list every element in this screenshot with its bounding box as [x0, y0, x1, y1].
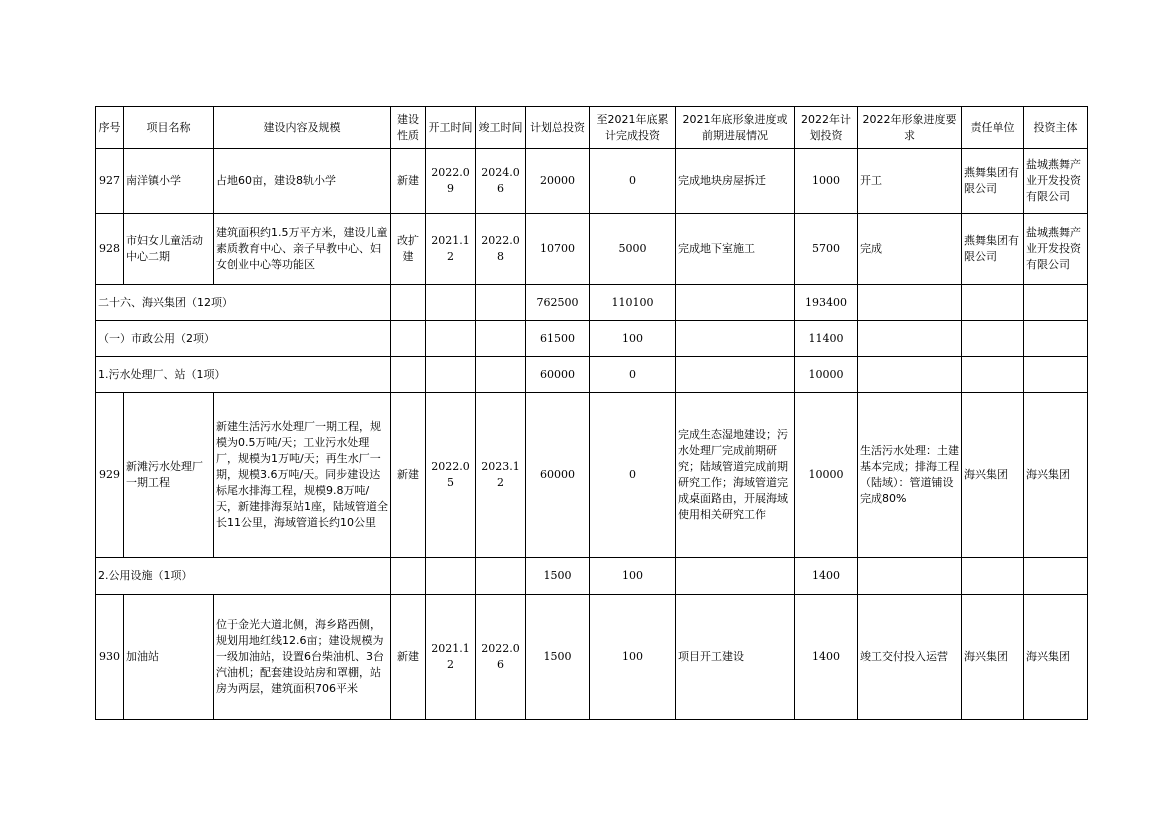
row-nature: 新建	[391, 149, 426, 214]
row-nature: 新建	[391, 393, 426, 558]
row-name: 市妇女儿童活动中心二期	[124, 214, 214, 285]
row-plan: 20000	[526, 149, 590, 214]
empty-cell	[1024, 357, 1088, 393]
empty-cell	[476, 558, 526, 595]
row-end: 2022.08	[476, 214, 526, 285]
row-responsible: 海兴集团	[962, 393, 1024, 558]
table-row	[96, 214, 1088, 285]
row-seq: 928	[96, 214, 124, 285]
row-plan-2022: 10000	[795, 393, 858, 558]
category-row	[96, 357, 1088, 393]
row-requirement-2022: 竣工交付投入运营	[858, 595, 962, 720]
row-content: 占地60亩，建设8轨小学	[214, 149, 391, 214]
section-row	[96, 285, 1088, 321]
empty-cell	[391, 321, 426, 357]
row-nature: 改扩建	[391, 214, 426, 285]
empty-cell	[476, 357, 526, 393]
header-name: 项目名称	[124, 107, 214, 149]
empty-cell	[676, 285, 795, 321]
empty-cell	[426, 285, 476, 321]
subsection-cumulative: 100	[590, 321, 676, 357]
row-requirement-2022: 开工	[858, 149, 962, 214]
investment-project-table	[95, 106, 1088, 720]
row-start: 2022.05	[426, 393, 476, 558]
row-responsible: 燕舞集团有限公司	[962, 214, 1024, 285]
row-progress-2021: 项目开工建设	[676, 595, 795, 720]
row-name: 加油站	[124, 595, 214, 720]
header-end: 竣工时间	[476, 107, 526, 149]
row-investor: 盐城燕舞产业开发投资有限公司	[1024, 214, 1088, 285]
empty-cell	[858, 321, 962, 357]
row-content: 位于金光大道北侧，海乡路西侧，规划用地红线12.6亩；建设规模为一级加油站，设置6台柴油机、3台汽油机；配套建设站房和罩棚，站房为两层，建筑面积706平米	[214, 595, 391, 720]
row-seq: 927	[96, 149, 124, 214]
section-label: 二十六、海兴集团（12项）	[96, 285, 391, 321]
category-row	[96, 558, 1088, 595]
category-label: 1.污水处理厂、站（1项）	[96, 357, 391, 393]
row-cumulative: 5000	[590, 214, 676, 285]
empty-cell	[426, 558, 476, 595]
row-progress-2021: 完成生态湿地建设；污水处理厂完成前期研究；陆域管道完成前期研究工作；海域管道完成桌面路由，开展海域使用相关研究工作	[676, 393, 795, 558]
empty-cell	[391, 558, 426, 595]
header-plan: 计划总投资	[526, 107, 590, 149]
empty-cell	[676, 558, 795, 595]
header-cumulative: 至2021年底累计完成投资	[590, 107, 676, 149]
empty-cell	[476, 285, 526, 321]
row-nature: 新建	[391, 595, 426, 720]
header-content: 建设内容及规模	[214, 107, 391, 149]
header-start: 开工时间	[426, 107, 476, 149]
category-plan: 1500	[526, 558, 590, 595]
section-cumulative: 110100	[590, 285, 676, 321]
empty-cell	[1024, 558, 1088, 595]
row-plan-2022: 5700	[795, 214, 858, 285]
row-plan: 1500	[526, 595, 590, 720]
empty-cell	[476, 321, 526, 357]
row-cumulative: 100	[590, 595, 676, 720]
row-investor: 海兴集团	[1024, 595, 1088, 720]
header-responsible: 责任单位	[962, 107, 1024, 149]
row-content: 建筑面积约1.5万平方米，建设儿童素质教育中心、亲子早教中心、妇女创业中心等功能区	[214, 214, 391, 285]
row-end: 2023.12	[476, 393, 526, 558]
row-responsible: 海兴集团	[962, 595, 1024, 720]
row-start: 2021.12	[426, 595, 476, 720]
subsection-plan: 61500	[526, 321, 590, 357]
category-cumulative: 0	[590, 357, 676, 393]
header-requirement-2022: 2022年形象进度要求	[858, 107, 962, 149]
row-plan: 10700	[526, 214, 590, 285]
row-investor: 盐城燕舞产业开发投资有限公司	[1024, 149, 1088, 214]
empty-cell	[1024, 321, 1088, 357]
header-progress-2021: 2021年底形象进度或前期进展情况	[676, 107, 795, 149]
category-plan: 60000	[526, 357, 590, 393]
header-row	[96, 107, 1088, 149]
row-end: 2022.06	[476, 595, 526, 720]
empty-cell	[962, 321, 1024, 357]
empty-cell	[1024, 285, 1088, 321]
category-plan-2022: 10000	[795, 357, 858, 393]
empty-cell	[858, 357, 962, 393]
row-seq: 930	[96, 595, 124, 720]
empty-cell	[426, 357, 476, 393]
row-plan-2022: 1000	[795, 149, 858, 214]
row-start: 2022.09	[426, 149, 476, 214]
row-progress-2021: 完成地下室施工	[676, 214, 795, 285]
subsection-label: （一）市政公用（2项）	[96, 321, 391, 357]
row-requirement-2022: 完成	[858, 214, 962, 285]
header-plan-2022: 2022年计划投资	[795, 107, 858, 149]
row-responsible: 燕舞集团有限公司	[962, 149, 1024, 214]
section-plan-2022: 193400	[795, 285, 858, 321]
row-seq: 929	[96, 393, 124, 558]
category-plan-2022: 1400	[795, 558, 858, 595]
category-label: 2.公用设施（1项）	[96, 558, 391, 595]
row-progress-2021: 完成地块房屋拆迁	[676, 149, 795, 214]
row-name: 新滩污水处理厂一期工程	[124, 393, 214, 558]
empty-cell	[858, 558, 962, 595]
subsection-plan-2022: 11400	[795, 321, 858, 357]
table-row	[96, 149, 1088, 214]
empty-cell	[676, 321, 795, 357]
empty-cell	[962, 357, 1024, 393]
section-plan: 762500	[526, 285, 590, 321]
table-row	[96, 393, 1088, 558]
empty-cell	[391, 357, 426, 393]
row-cumulative: 0	[590, 393, 676, 558]
row-start: 2021.12	[426, 214, 476, 285]
row-requirement-2022: 生活污水处理：土建基本完成；排海工程（陆域）：管道铺设完成80%	[858, 393, 962, 558]
row-plan-2022: 1400	[795, 595, 858, 720]
subsection-row	[96, 321, 1088, 357]
header-seq: 序号	[96, 107, 124, 149]
empty-cell	[391, 285, 426, 321]
row-end: 2024.06	[476, 149, 526, 214]
empty-cell	[962, 558, 1024, 595]
empty-cell	[426, 321, 476, 357]
row-content: 新建生活污水处理厂一期工程，规模为0.5万吨/天；工业污水处理厂，规模为1万吨/天；再生水厂一期，规模3.6万吨/天。同步建设达标尾水排海工程，规模9.8万吨/天，新建排海泵站1座，陆域管道全长11公里，海域管道长约10公里	[214, 393, 391, 558]
category-cumulative: 100	[590, 558, 676, 595]
row-investor: 海兴集团	[1024, 393, 1088, 558]
row-plan: 60000	[526, 393, 590, 558]
empty-cell	[858, 285, 962, 321]
table-row	[96, 595, 1088, 720]
header-nature: 建设性质	[391, 107, 426, 149]
header-investor: 投资主体	[1024, 107, 1088, 149]
empty-cell	[962, 285, 1024, 321]
row-cumulative: 0	[590, 149, 676, 214]
row-name: 南洋镇小学	[124, 149, 214, 214]
empty-cell	[676, 357, 795, 393]
